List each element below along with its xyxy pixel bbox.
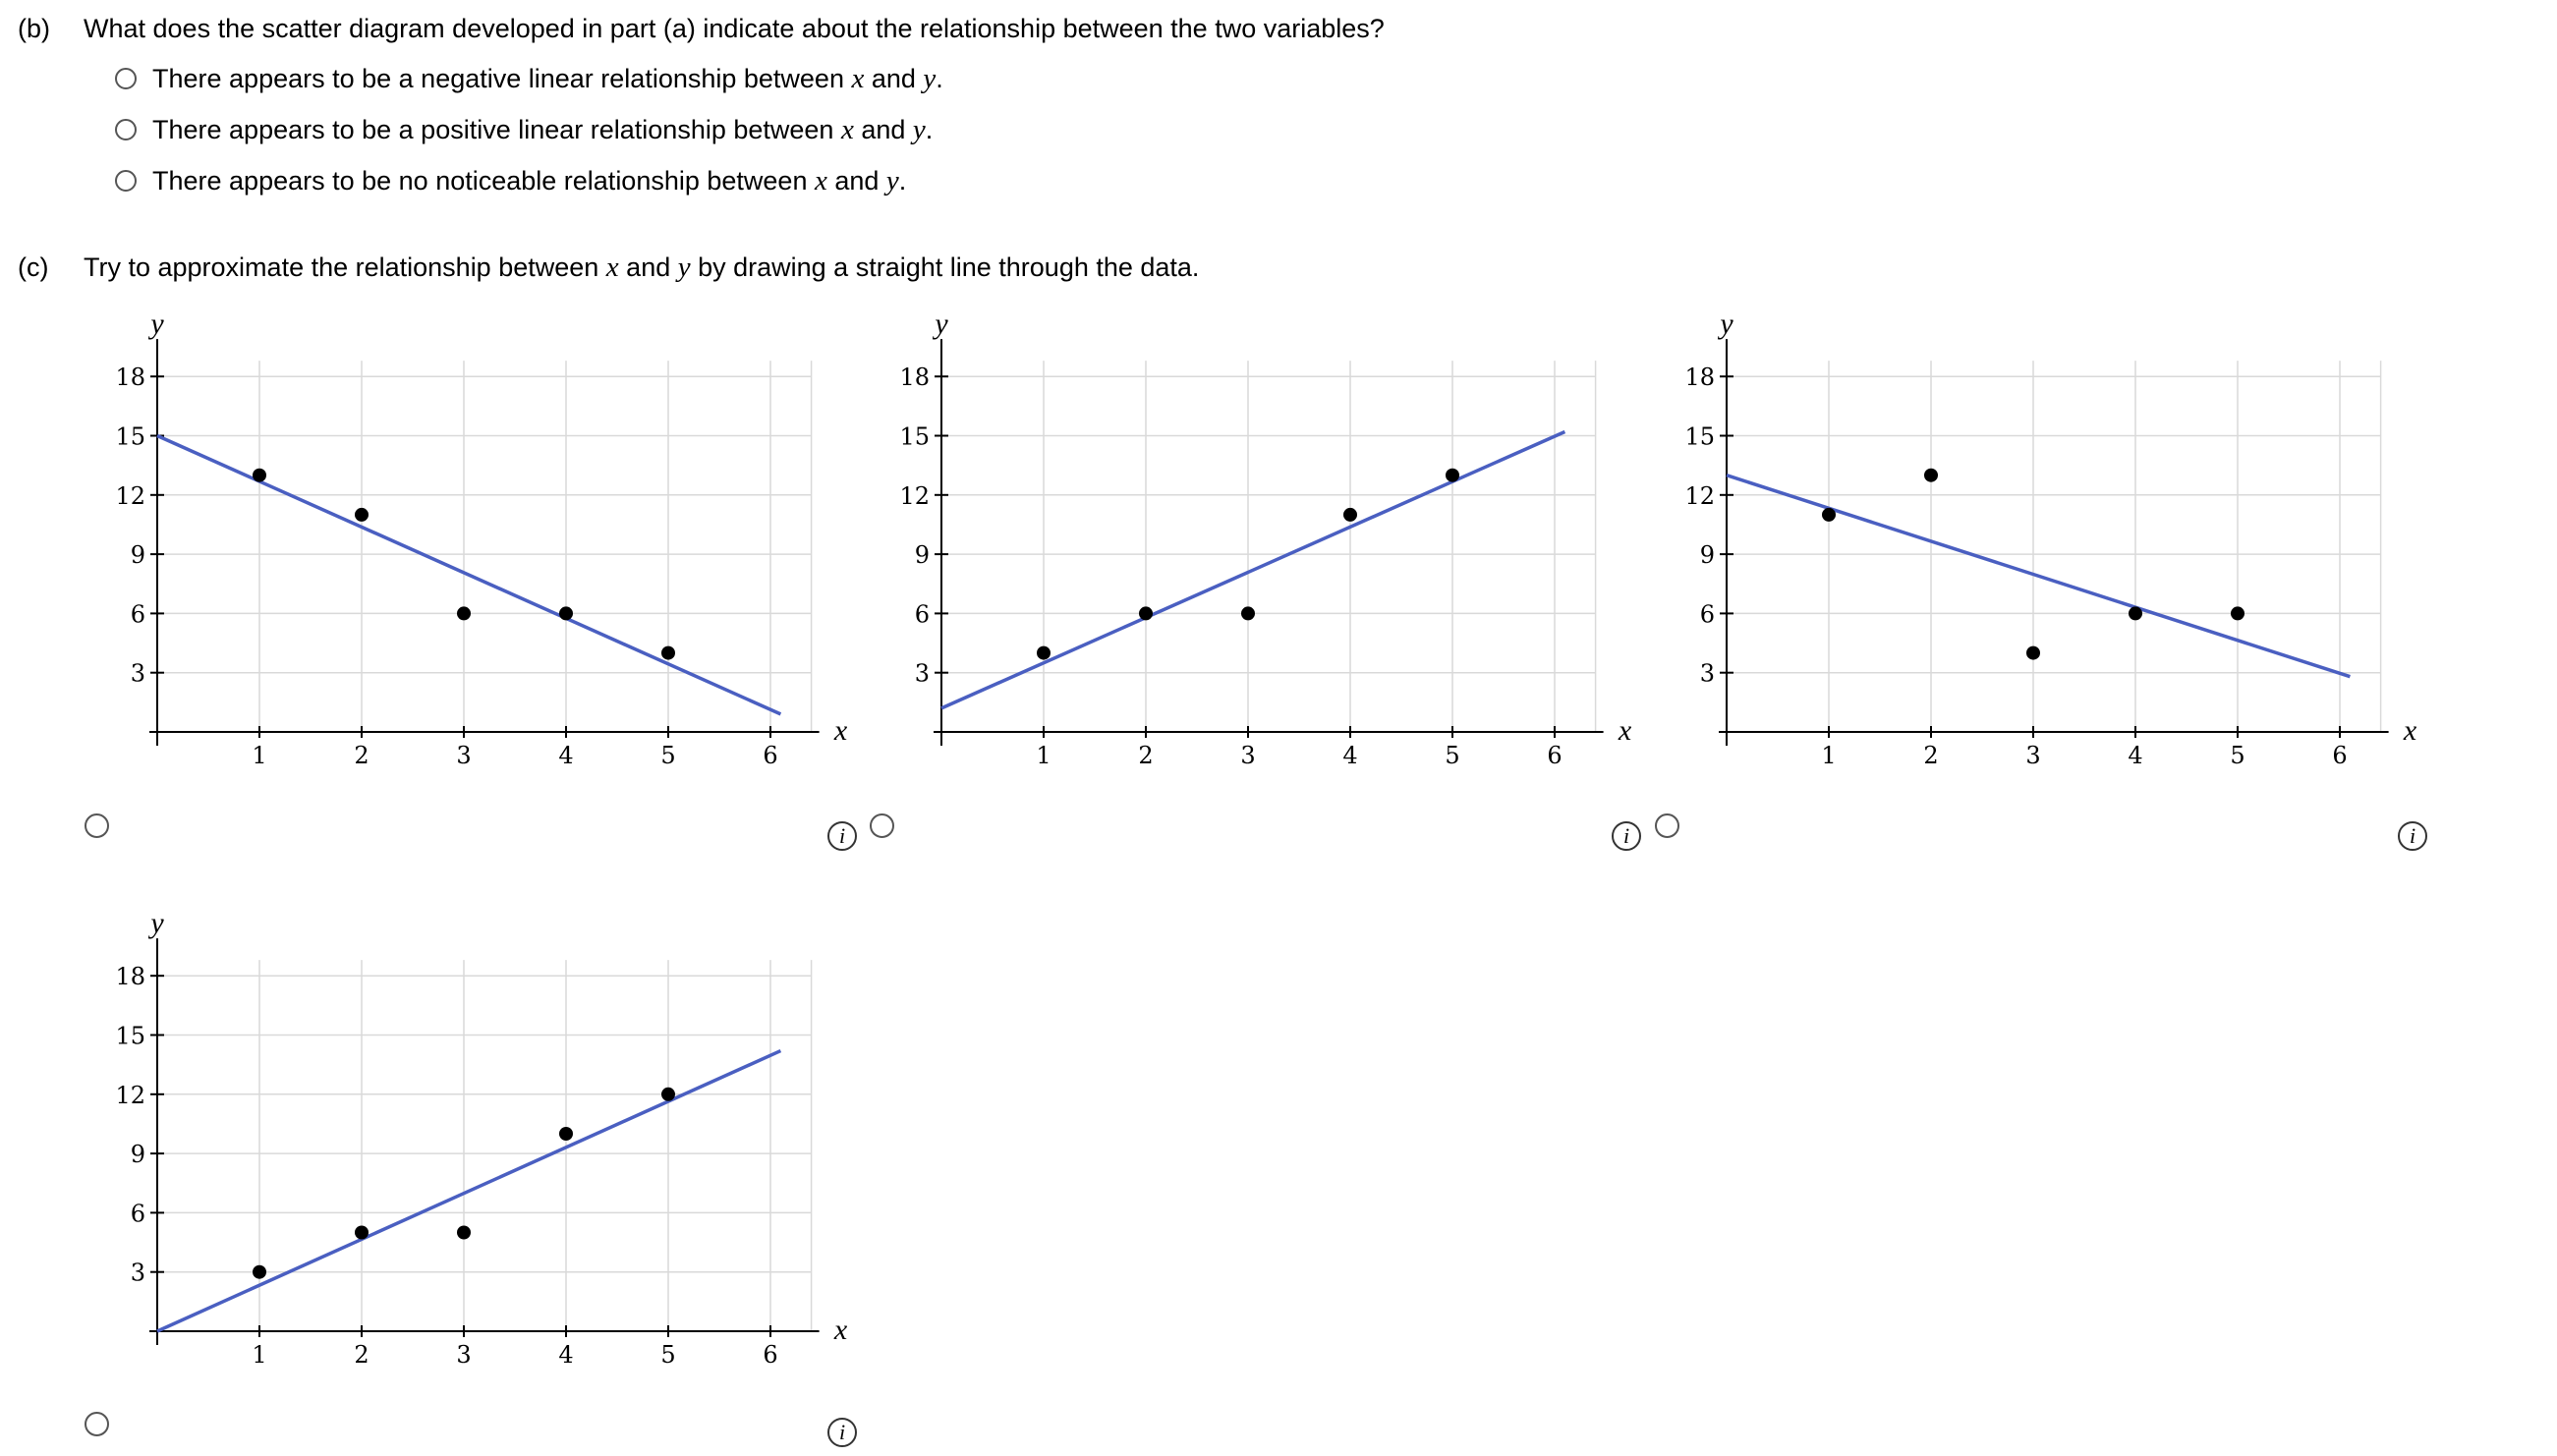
x-tick-label: 1 <box>1821 742 1837 769</box>
data-point <box>1822 508 1836 522</box>
x-tick-label: 2 <box>1923 742 1939 769</box>
data-point <box>1446 469 1459 482</box>
x-tick-label: 4 <box>558 742 574 769</box>
y-tick-label: 15 <box>115 1022 145 1050</box>
data-point <box>1037 646 1051 660</box>
y-tick-label: 9 <box>130 541 145 570</box>
y-axis-label: y <box>935 308 948 341</box>
x-tick-label: 3 <box>456 1341 472 1369</box>
graph-3-radio[interactable] <box>1655 813 1679 838</box>
y-tick-label: 9 <box>914 541 930 570</box>
y-tick-label: 18 <box>115 364 145 392</box>
x-tick-label: 5 <box>2230 742 2245 769</box>
x-tick-label: 6 <box>2332 742 2348 769</box>
x-tick-label: 6 <box>763 742 778 769</box>
y-tick-label: 18 <box>1684 364 1715 392</box>
fit-line <box>157 1051 780 1331</box>
x-tick-label: 4 <box>558 1341 574 1369</box>
y-axis-label: y <box>150 907 164 940</box>
data-point <box>2129 606 2142 620</box>
y-tick-label: 15 <box>899 422 930 451</box>
fit-line <box>941 431 1564 707</box>
y-tick-label: 6 <box>914 600 930 629</box>
data-point <box>1924 469 1938 482</box>
y-tick-label: 12 <box>899 481 930 510</box>
x-tick-label: 3 <box>456 742 472 769</box>
info-icon[interactable]: i <box>1612 821 1641 851</box>
data-point <box>661 1088 675 1101</box>
y-tick-label: 12 <box>115 1081 145 1109</box>
scatter-chart-4 <box>79 894 848 1405</box>
part-c-label: (c) <box>18 252 49 282</box>
data-point <box>457 1226 471 1240</box>
x-tick-label: 1 <box>252 742 267 769</box>
info-icon[interactable]: i <box>827 1418 857 1447</box>
data-point <box>2026 646 2040 660</box>
y-tick-label: 12 <box>1684 481 1715 510</box>
y-axis-label: y <box>1720 308 1733 341</box>
y-tick-label: 15 <box>1684 422 1715 451</box>
data-point <box>2231 606 2244 620</box>
option-negative-linear[interactable] <box>115 61 943 96</box>
option-positive-linear[interactable] <box>115 112 933 147</box>
data-point <box>1139 606 1153 620</box>
x-tick-label: 2 <box>1138 742 1154 769</box>
y-tick-label: 6 <box>130 1200 145 1228</box>
y-tick-label: 3 <box>130 1259 145 1287</box>
option-label: There appears to be no noticeable relationship between x and y. <box>152 164 907 196</box>
part-b-label: (b) <box>18 14 50 43</box>
x-tick-label: 3 <box>1240 742 1256 769</box>
scatter-chart-3 <box>1648 295 2415 806</box>
x-tick-label: 5 <box>660 742 676 769</box>
x-tick-label: 6 <box>763 1341 778 1369</box>
data-point <box>355 508 369 522</box>
data-point <box>355 1226 369 1240</box>
data-point <box>253 469 266 482</box>
graph-1-radio[interactable] <box>85 813 109 838</box>
data-point <box>457 606 471 620</box>
scatter-chart-1 <box>79 295 848 806</box>
part-b-question-text: What does the scatter diagram developed in part (a) indicate about the relationship between the two variables? <box>84 14 1385 43</box>
data-point <box>559 606 573 620</box>
x-tick-label: 4 <box>1342 742 1358 769</box>
x-tick-label: 6 <box>1547 742 1563 769</box>
info-icon[interactable]: i <box>2398 821 2427 851</box>
scatter-chart-2 <box>863 295 1632 806</box>
data-point <box>253 1265 266 1279</box>
y-tick-label: 3 <box>130 659 145 688</box>
x-axis-label: x <box>833 714 848 747</box>
y-tick-label: 3 <box>1699 659 1715 688</box>
y-tick-label: 6 <box>130 600 145 629</box>
part-c-question-text: Try to approximate the relationship between x and y by drawing a straight line through the data. <box>84 252 1200 283</box>
y-tick-label: 18 <box>115 963 145 991</box>
radio-button[interactable] <box>115 119 137 140</box>
y-tick-label: 6 <box>1699 600 1715 629</box>
y-tick-label: 18 <box>899 364 930 392</box>
x-axis-label: x <box>833 1314 848 1346</box>
graph-4-radio[interactable] <box>85 1412 109 1436</box>
data-point <box>661 646 675 660</box>
x-tick-label: 5 <box>660 1341 676 1369</box>
x-tick-label: 2 <box>354 742 369 769</box>
x-tick-label: 1 <box>1036 742 1051 769</box>
x-tick-label: 2 <box>354 1341 369 1369</box>
radio-button[interactable] <box>115 170 137 192</box>
fit-line <box>1727 476 2350 677</box>
graph-2-radio[interactable] <box>870 813 894 838</box>
x-tick-label: 1 <box>252 1341 267 1369</box>
option-label: There appears to be a negative linear relationship between x and y. <box>152 62 943 94</box>
option-label: There appears to be a positive linear relationship between x and y. <box>152 113 934 145</box>
y-tick-label: 9 <box>1699 541 1715 570</box>
y-tick-label: 9 <box>130 1141 145 1169</box>
data-point <box>1241 606 1255 620</box>
data-point <box>1343 508 1357 522</box>
y-tick-label: 12 <box>115 481 145 510</box>
y-tick-label: 3 <box>914 659 930 688</box>
data-point <box>559 1127 573 1141</box>
y-tick-label: 15 <box>115 422 145 451</box>
x-axis-label: x <box>1618 714 1632 747</box>
x-tick-label: 4 <box>2128 742 2143 769</box>
info-icon[interactable]: i <box>827 821 857 851</box>
option-no-relationship[interactable] <box>115 163 906 198</box>
x-axis-label: x <box>2403 714 2417 747</box>
y-axis-label: y <box>150 308 164 341</box>
radio-button[interactable] <box>115 68 137 89</box>
x-tick-label: 3 <box>2025 742 2041 769</box>
x-tick-label: 5 <box>1445 742 1460 769</box>
